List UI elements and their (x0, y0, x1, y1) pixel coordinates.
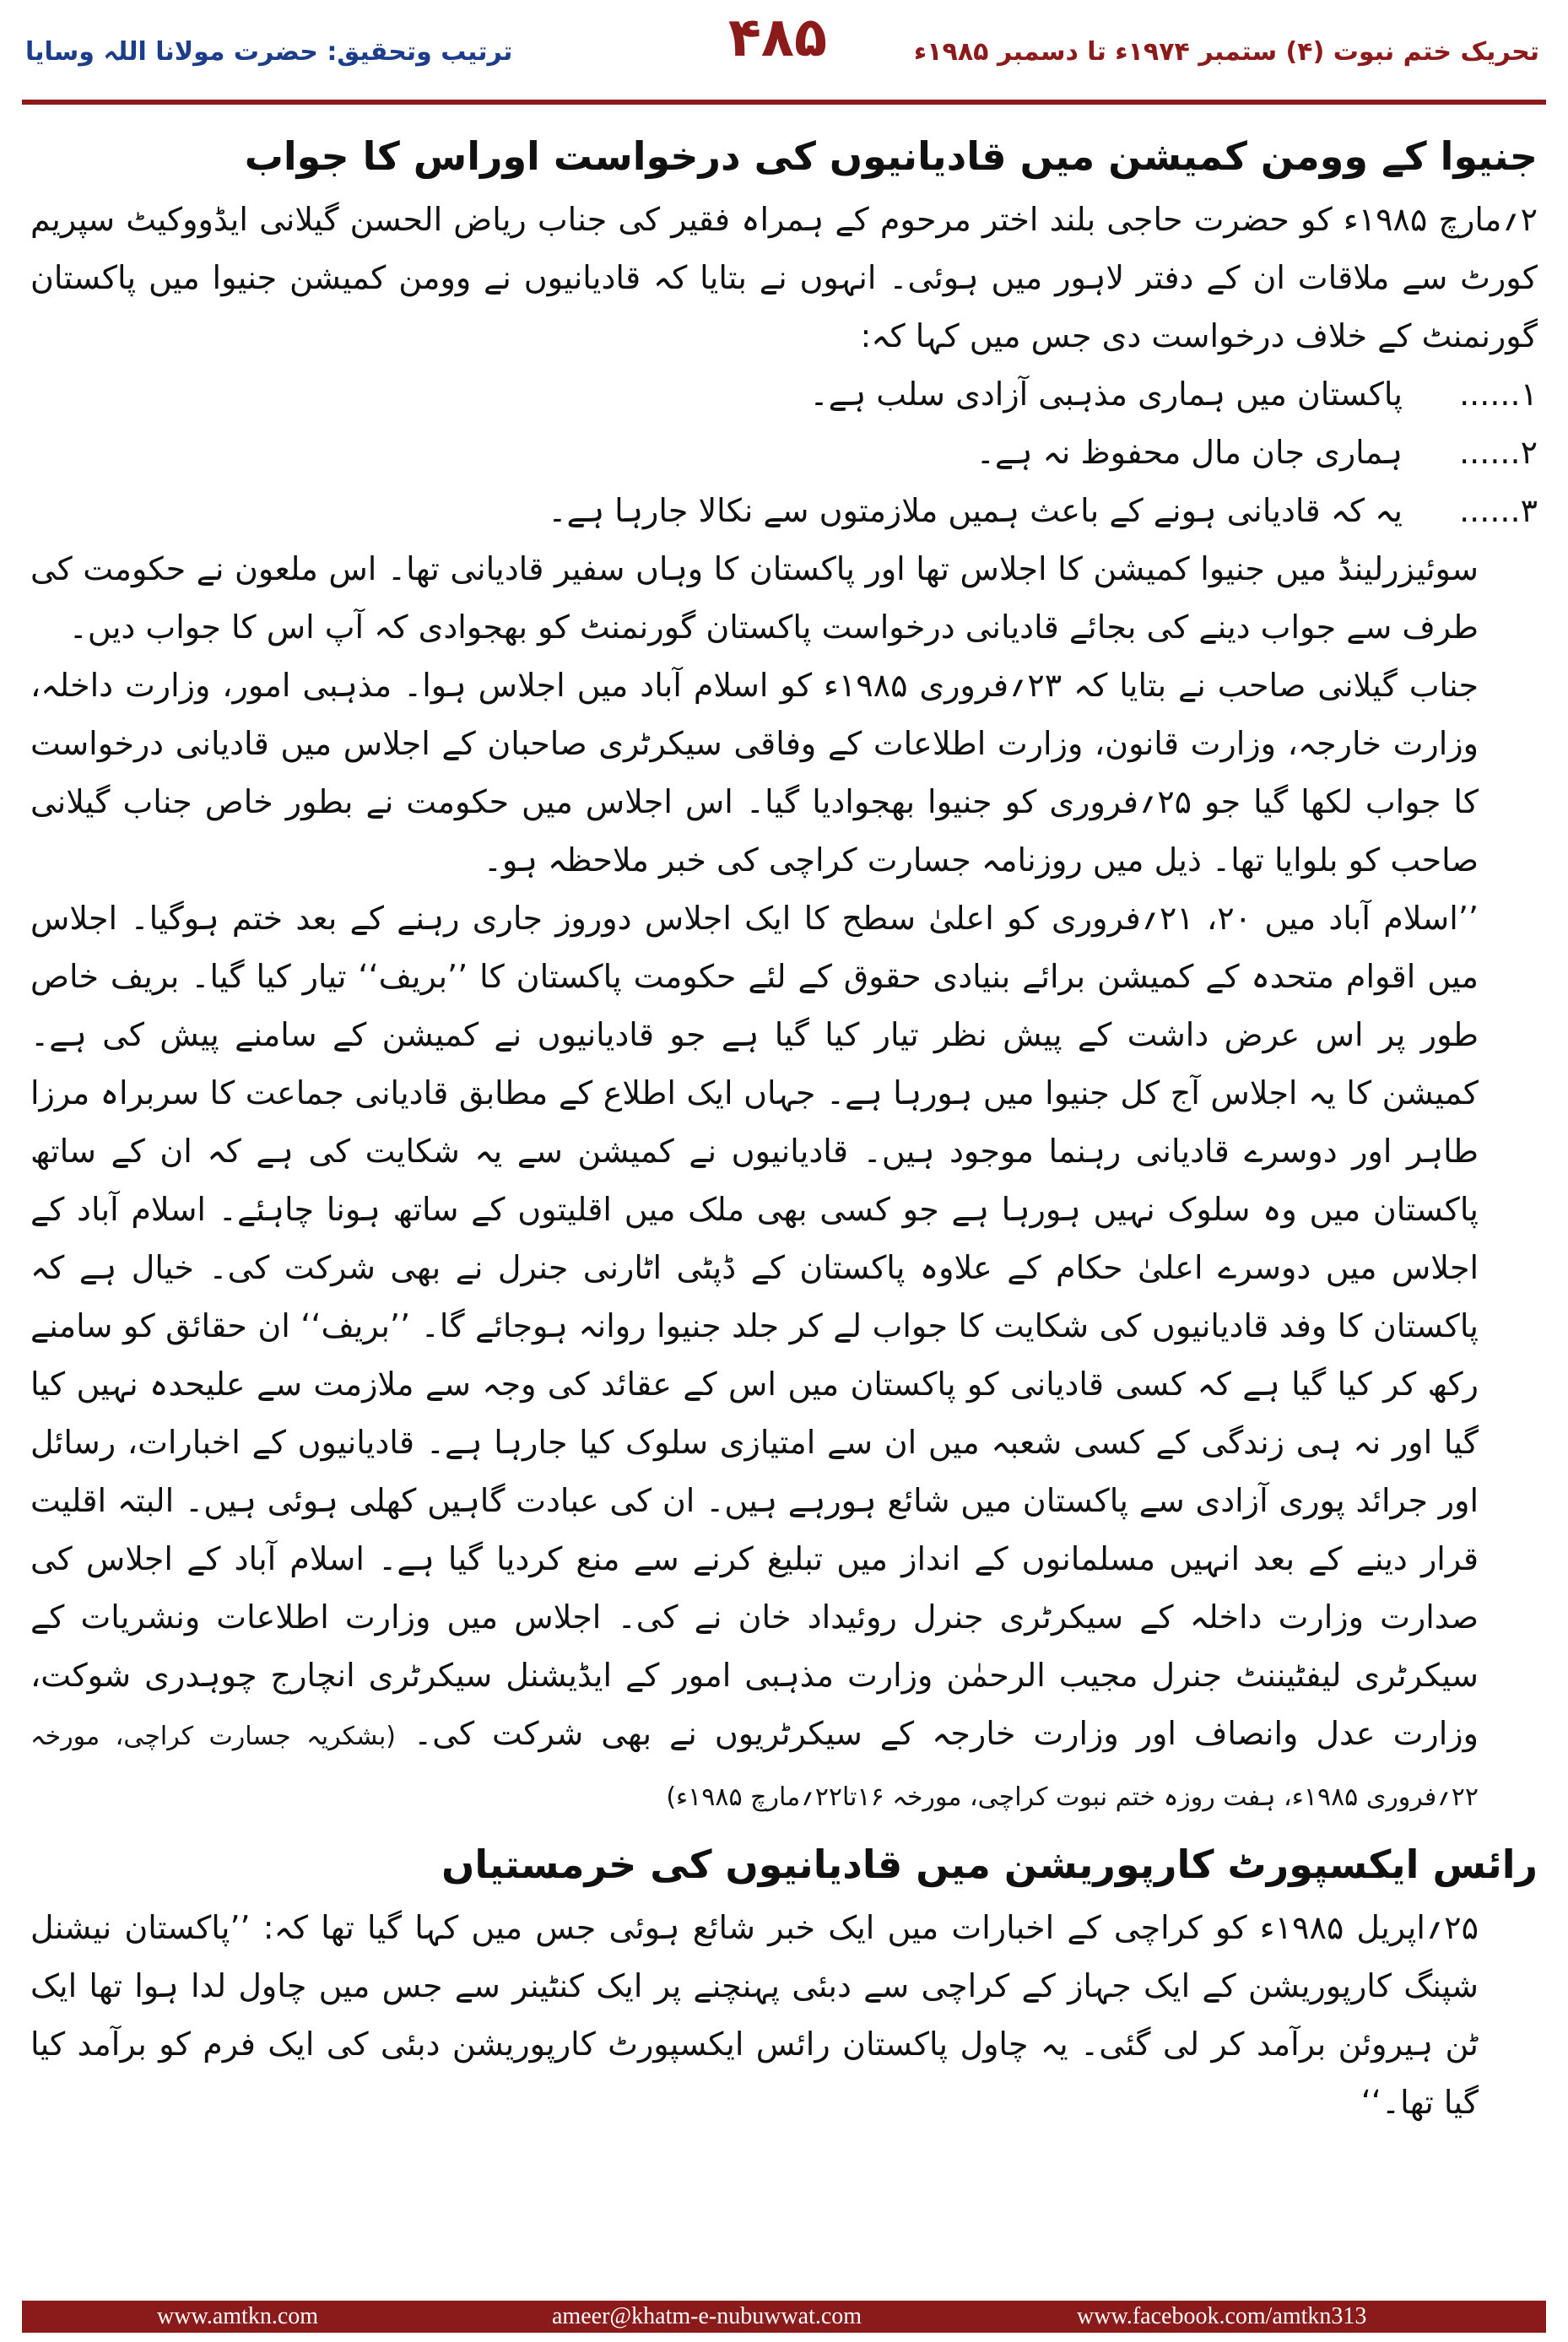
list-item (30, 482, 1538, 540)
footer-facebook-link[interactable]: www.facebook.com/amtkn313 (1077, 2303, 1367, 2329)
list-item (30, 424, 1538, 482)
paragraph-gilani-briefing: جناب گیلانی صاحب نے بتایا کہ ۲۳؍فروری ۱۹۸۵ء کو اسلام آباد میں اجلاس ہوا۔ مذہبی امور، وزارت داخلہ، وزارت خارجہ، وزارت قانون، وزارت اطلاعات کے وفاقی سیکرٹری صاحبان کے اجلاس میں قادیانی درخواست کا جواب لکھا گیا جو ۲۵؍فروری کو جنیوا بھجوادیا گیا۔ اس اجلاس میں حکومت نے بطور خاص جناب گیلانی صاحب کو بلوایا تھا۔ ذیل میں روزنامہ جسارت کراچی کی خبر ملاحظہ ہو۔ (30, 667, 1479, 879)
footer-website-link[interactable]: www.amtkn.com (157, 2303, 319, 2329)
list-number: ۳...... (1459, 492, 1538, 529)
quote-text: ’’اسلام آباد میں ۲۰، ۲۱؍فروری کو اعلیٰ سطح کا ایک اجلاس دوروز جاری رہنے کے بعد ختم ہوگیا۔ اجلاس میں اقوام متحدہ کے کمیشن برائے بنیادی حقوق کے لئے حکومت پاکستان کا ’’بریف‘‘ تیار کیا گیا۔ بریف خاص طور پر اس عرض داشت کے پیش نظر تیار کیا گیا ہے جو قادیانیوں نے کمیشن کے سامنے پیش کی ہے۔ کمیشن کا یہ اجلاس آج کل جنیوا میں ہورہا ہے۔ جہاں ایک اطلاع کے مطابق قادیانی جماعت کا سربراہ مرزا طاہر اور دوسرے قادیانی رہنما موجود ہیں۔ قادیانیوں نے کمیشن سے یہ شکایت کی ہے کہ ان کے ساتھ پاکستان میں وہ سلوک نہیں ہورہا ہے جو کسی بھی ملک میں اقلیتوں کے ساتھ ہونا چاہئے۔ اسلام آباد کے اجلاس میں دوسرے اعلیٰ حکام کے علاوہ پاکستان کے ڈپٹی اٹارنی جنرل نے بھی شرکت کی۔ خیال ہے کہ پاکستان کا وفد قادیانیوں کی شکایت کا جواب لے کر جلد جنیوا روانہ ہوجائے گا۔ ’’بریف‘‘ ان حقائق کو سامنے رکھ کر کیا گیا ہے کہ کسی قادیانی کو پاکستان میں اس کے عقائد کی وجہ سے ملازمت سے علیحدہ نہیں کیا گیا اور نہ ہی زندگی کے کسی شعبہ میں ان سے امتیازی سلوک کیا جارہا ہے۔ قادیانیوں کے اخبارات، رسائل اور جرائد پوری آزادی سے پاکستان میں شائع ہورہے ہیں۔ ان کی عبادت گاہیں کھلی ہوئی ہیں۔ البتہ اقلیت قرار دینے کے بعد انہیں مسلمانوں کے انداز میں تبلیغ کرنے سے منع کردیا گیا ہے۔ اسلام آباد کے اجلاس کی صدارت وزارت داخلہ کے سیکرٹری جنرل روئیداد خان نے کی۔ اجلاس میں وزارت اطلاعات ونشریات کے سیکرٹری لیفٹیننٹ جنرل مجیب الرحمٰن وزارت مذہبی امور کے ایڈیشنل سیکرٹری انچارج چوہدری شوکت، وزارت عدل وانصاف اور وزارت خارجہ کے سیکرٹریوں نے بھی شرکت کی۔ (30, 900, 1479, 1752)
section-heading-geneva-commission: جنیوا کے وومن کمیشن میں قادیانیوں کی درخواست اوراس کا جواب (244, 133, 1538, 179)
paragraph-meeting: ۲؍مارچ ۱۹۸۵ء کو حضرت حاجی بلند اختر مرحوم کے ہمراہ فقیر کی جناب ریاض الحسن گیلانی ایڈووکیٹ سپریم کورٹ سے ملاقات ان کے دفتر لاہور میں ہوئی۔ انہوں نے بتایا کہ قادیانیوں نے وومن کمیشن جنیوا میں پاکستان گورنمنٹ کے خلاف درخواست دی جس میں کہا کہ: (30, 201, 1538, 354)
paragraph-rice-export: ۲۵؍اپریل ۱۹۸۵ء کو کراچی کے اخبارات میں ایک خبر شائع ہوئی جس میں کہا گیا تھا کہ: ’’پاکستان نیشنل شپنگ کارپوریشن کے ایک جہاز کے کراچی سے دبئی پہنچنے پر ایک کنٹینر سے جس میں چاول لدا ہوا تھا ایک ٹن ہیروئن برآمد کر لی گئی۔ یہ چاول پاکستان رائس ایکسپورٹ کارپوریشن دبئی کی ایک فرم کو برآمد کیا گیا تھا۔‘‘ (30, 1909, 1479, 2121)
header-compiler-credit: ترتیب وتحقیق: حضرت مولانا اللہ وسایا (25, 37, 513, 67)
list-text: پاکستان میں ہماری مذہبی آزادی سلب ہے۔ (809, 376, 1403, 413)
footer-email-link[interactable]: ameer@khatm-e-nubuwwat.com (552, 2303, 862, 2329)
list-item (30, 365, 1538, 424)
header-divider (22, 100, 1546, 105)
list-text: ہماری جان مال محفوظ نہ ہے۔ (976, 434, 1403, 471)
page-header (0, 0, 1568, 101)
list-number: ۲...... (1459, 434, 1538, 471)
quote-source: (بشکریہ جسارت کراچی، مورخہ ۲۲؍فروری ۱۹۸۵ء، ہفت روزہ ختم نبوت کراچی، مورخہ ۱۶تا۲۲؍مارچ ۱۹۸۵ء) (30, 1722, 1479, 1812)
page-footer (22, 2301, 1546, 2333)
paragraph-news-quote (30, 890, 1538, 1826)
paragraph-switzerland: سوئیزرلینڈ میں جنیوا کمیشن کا اجلاس تھا اور پاکستان کا وہاں سفیر قادیانی تھا۔ اس ملعون نے حکومت کی طرف سے جواب دینے کی بجائے قادیانی درخواست پاکستان گورنمنٹ کو بھجوادی کہ آپ اس کا جواب دیں۔ (30, 550, 1479, 646)
list-number: ۱...... (1459, 376, 1538, 413)
list-text: یہ کہ قادیانی ہونے کے باعث ہمیں ملازمتوں سے نکالا جارہا ہے۔ (548, 492, 1403, 529)
section-heading-rice-export: رائس ایکسپورٹ کارپوریشن میں قادیانیوں کی خرمستیاں (441, 1842, 1538, 1887)
page-number: ۴۸۵ (727, 7, 827, 69)
page-body (30, 127, 1538, 2186)
header-book-title: تحریک ختم نبوت (۴) ستمبر ۱۹۷۴ء تا دسمبر ۱۹۸۵ء (913, 37, 1539, 67)
